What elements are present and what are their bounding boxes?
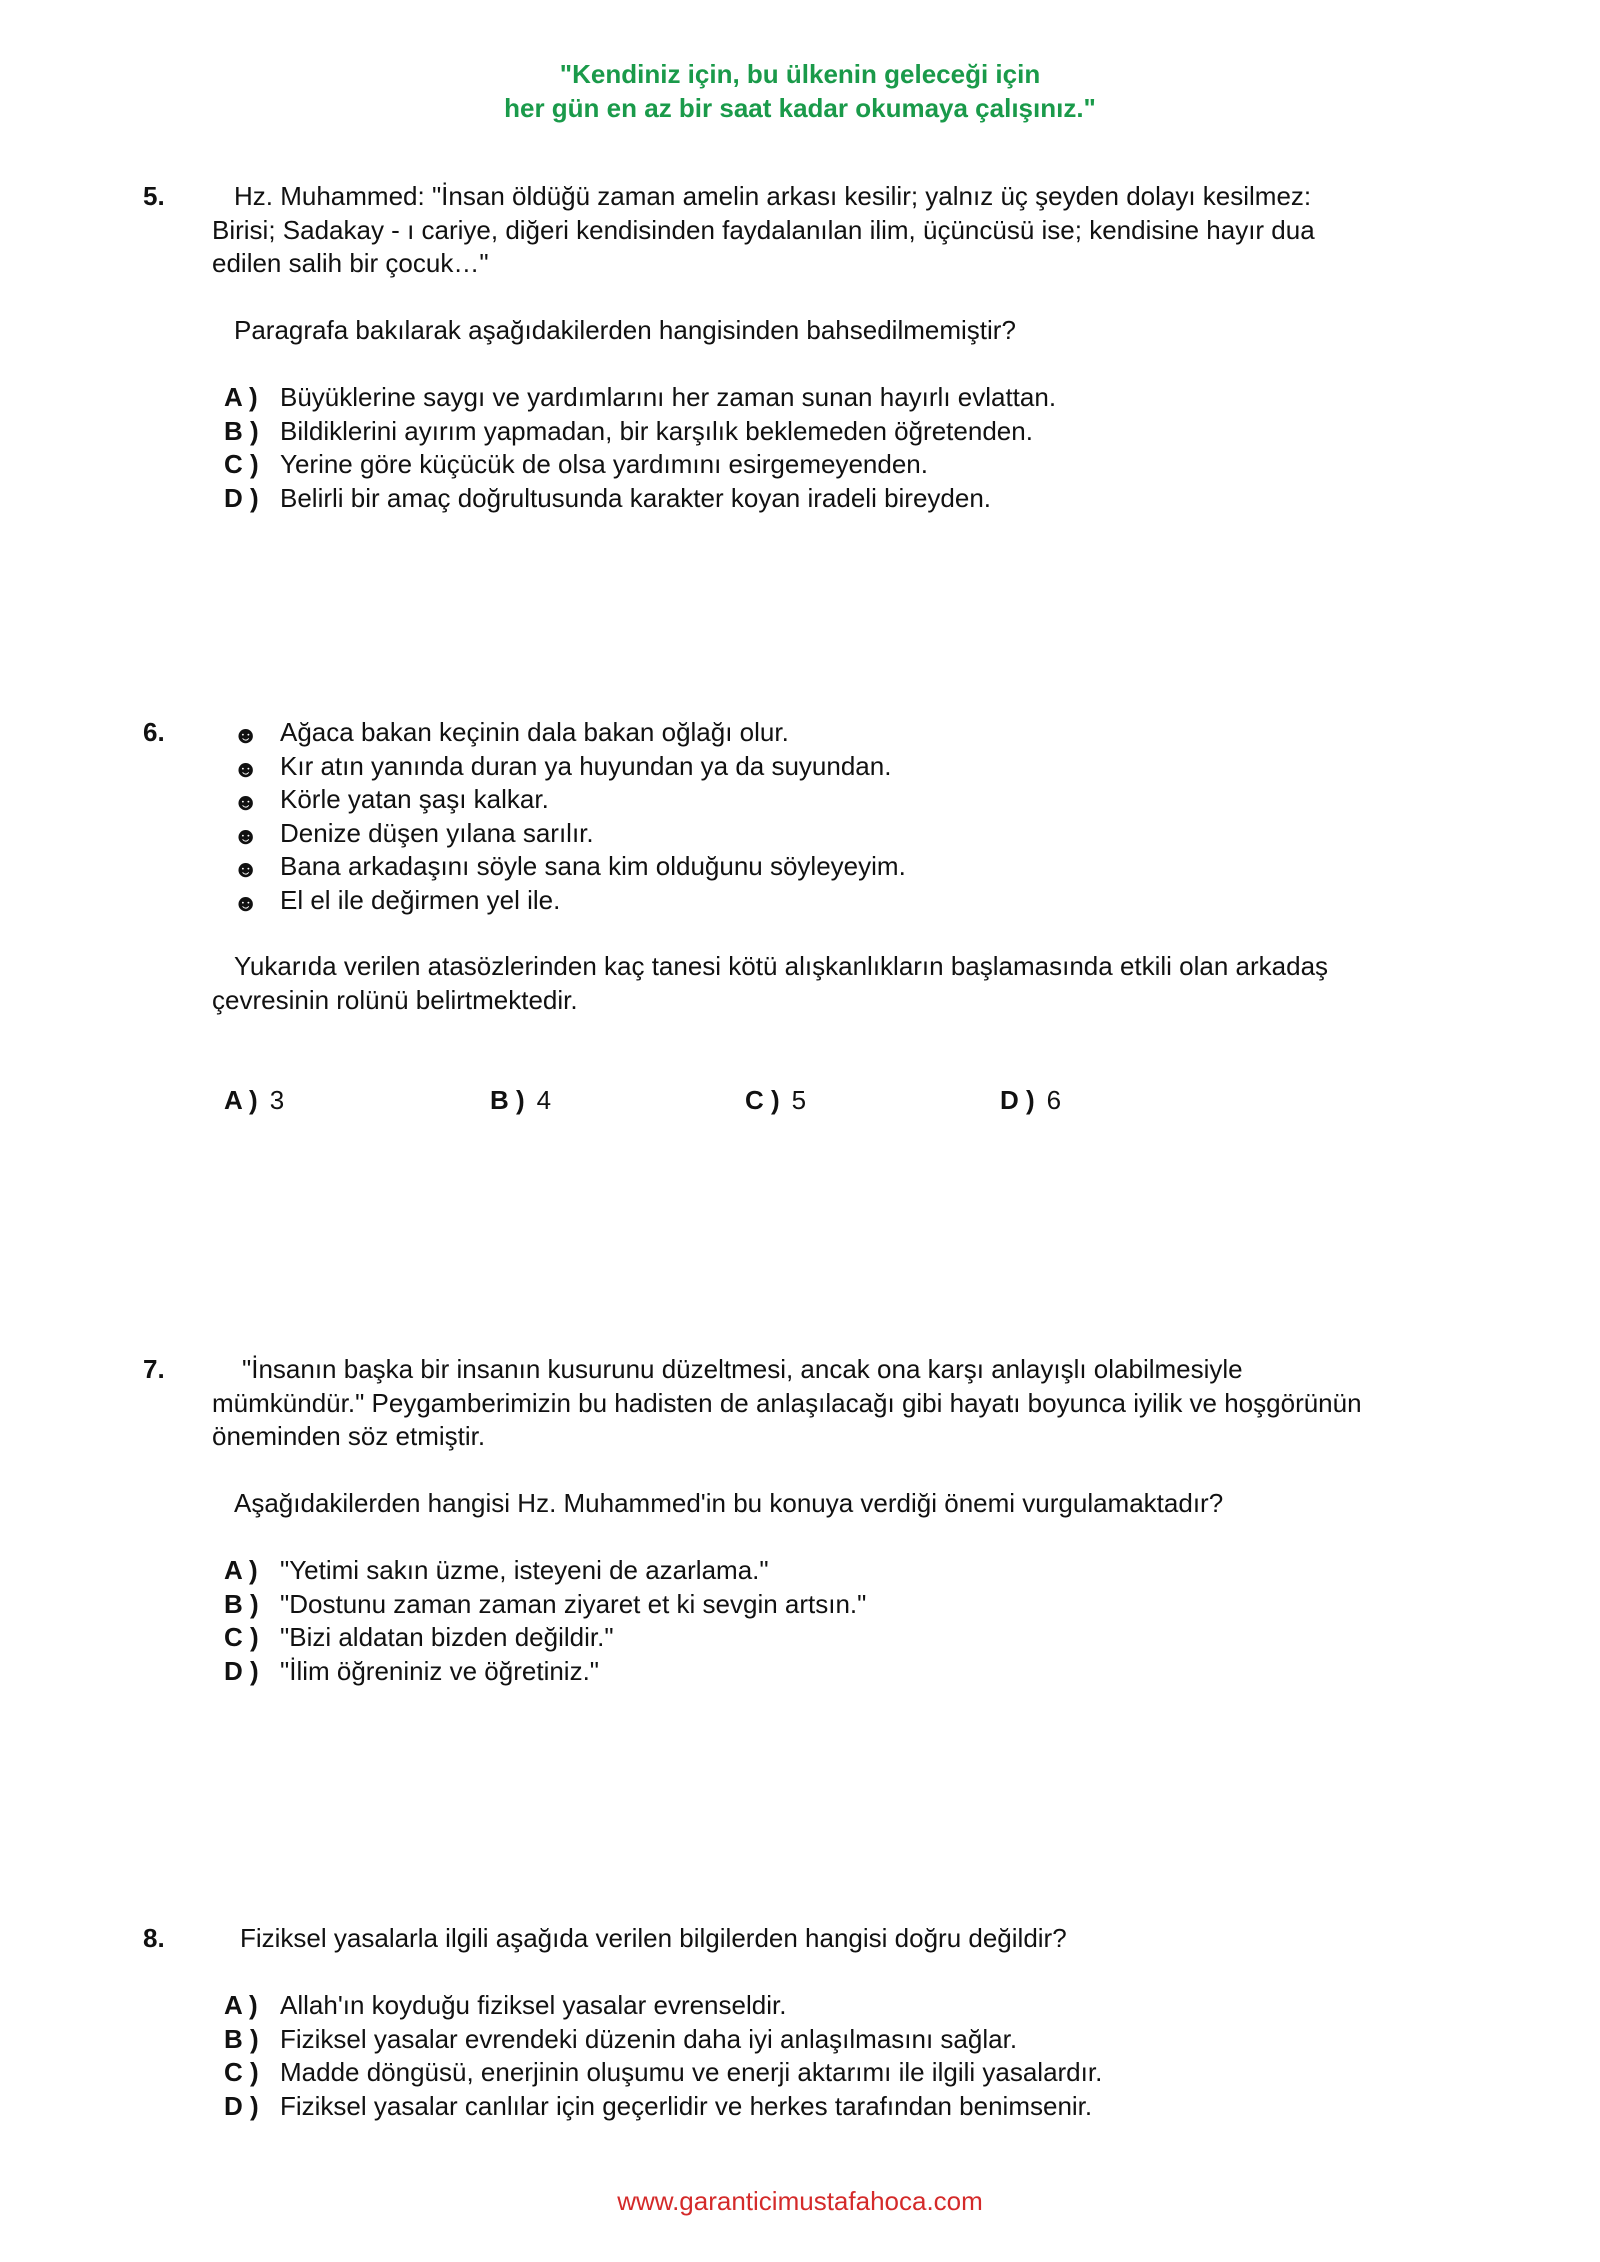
question-number: 5. xyxy=(143,181,165,211)
smiley-icon: ☻ xyxy=(233,755,259,783)
option-label: C ) xyxy=(224,1622,259,1652)
proverb-text: Bana arkadaşını söyle sana kim olduğunu söyleyeyim. xyxy=(280,851,906,881)
option-a[interactable] xyxy=(224,1084,284,1118)
option-text: "Yetimi sakın üzme, isteyeni de azarlama." xyxy=(280,1555,769,1585)
option-text: 4 xyxy=(536,1085,552,1115)
question-text-line: mümkündür." Peygamberimizin bu hadisten de anlaşılacağı gibi hayatı boyunca iyilik ve hoşgörünün xyxy=(212,1387,1362,1418)
smiley-icon: ☻ xyxy=(233,789,259,816)
option-b[interactable] xyxy=(490,1084,551,1118)
question-number: 6. xyxy=(143,717,165,747)
question-text-line: Hz. Muhammed: "İnsan öldüğü zaman amelin arkası kesilir; yalnız üç şeyden dolayı kesilmez: xyxy=(234,181,1312,211)
question-text: Fiziksel yasalarla ilgili aşağıda verilen bilgilerden hangisi doğru değildir? xyxy=(240,1923,1067,1953)
option-label: A ) xyxy=(224,1555,258,1585)
question-prompt-line: çevresinin rolünü belirtmektedir. xyxy=(212,984,578,1015)
option-label: B ) xyxy=(224,415,259,446)
option-d[interactable] xyxy=(1000,1084,1061,1118)
question-number: 8. xyxy=(143,1923,165,1953)
question-prompt-line: Yukarıda verilen atasözlerinden kaç tanesi kötü alışkanlıkların başlamasında etkili olan arkadaş xyxy=(234,951,1329,981)
question-text-line: "İnsanın başka bir insanın kusurunu düzeltmesi, ancak ona karşı anlayışlı olabilmesiyle xyxy=(242,1354,1243,1384)
option-text: 6 xyxy=(1046,1085,1062,1115)
footer-website-link[interactable]: www.garanticimustafahoca.com xyxy=(617,2186,983,2216)
proverb-text: Ağaca bakan keçinin dala bakan oğlağı olur. xyxy=(280,717,789,747)
option-label: B ) xyxy=(224,1588,259,1619)
proverb-text: Kır atın yanında duran ya huyundan ya da suyundan. xyxy=(280,750,892,781)
option-label: D ) xyxy=(224,1655,259,1686)
header-quote-line-2: her gün en az bir saat kadar okumaya çalışınız." xyxy=(504,93,1096,123)
option-text: Belirli bir amaç doğrultusunda karakter koyan iradeli bireyden. xyxy=(280,482,992,513)
proverb-text: Denize düşen yılana sarılır. xyxy=(280,817,594,848)
header-quote xyxy=(0,57,1600,125)
option-label: D ) xyxy=(224,482,259,513)
option-label: A ) xyxy=(224,1085,258,1115)
option-label: C ) xyxy=(745,1085,780,1115)
option-text: Fiziksel yasalar canlılar için geçerlidir ve herkes tarafından benimsenir. xyxy=(280,2090,1093,2121)
option-label: B ) xyxy=(224,2023,259,2054)
option-label: A ) xyxy=(224,382,258,412)
question-text-line: edilen salih bir çocuk…" xyxy=(212,248,489,278)
question-text-line: Birisi; Sadakay - ı cariye, diğeri kendisinden faydalanılan ilim, üçüncüsü ise; kendisine hayır dua xyxy=(212,214,1315,245)
option-label: D ) xyxy=(224,2090,259,2121)
option-c[interactable] xyxy=(745,1084,806,1118)
option-text: 5 xyxy=(791,1085,807,1115)
option-text: Madde döngüsü, enerjinin oluşumu ve enerji aktarımı ile ilgili yasalardır. xyxy=(280,2057,1103,2087)
option-text: Allah'ın koyduğu fiziksel yasalar evrenseldir. xyxy=(280,1990,787,2020)
option-text: Büyüklerine saygı ve yardımlarını her zaman sunan hayırlı evlattan. xyxy=(280,382,1057,412)
smiley-icon: ☻ xyxy=(233,889,259,917)
option-text: "Bizi aldatan bizden değildir." xyxy=(280,1622,614,1652)
option-label: A ) xyxy=(224,1990,258,2020)
option-label: C ) xyxy=(224,449,259,479)
header-quote-line-1: "Kendiniz için, bu ülkenin geleceği için xyxy=(559,59,1041,89)
option-label: D ) xyxy=(1000,1085,1035,1115)
option-text: Fiziksel yasalar evrendeki düzenin daha iyi anlaşılmasını sağlar. xyxy=(280,2023,1018,2054)
smiley-icon: ☻ xyxy=(233,856,259,883)
question-prompt xyxy=(212,950,1412,1017)
proverb-text: Körle yatan şaşı kalkar. xyxy=(280,784,549,814)
option-text: Bildiklerini ayırım yapmadan, bir karşılık beklemeden öğretenden. xyxy=(280,415,1033,446)
smiley-icon: ☻ xyxy=(233,822,259,850)
option-text: 3 xyxy=(269,1085,285,1115)
option-label: B ) xyxy=(490,1085,525,1115)
option-text: Yerine göre küçücük de olsa yardımını esirgemeyenden. xyxy=(280,449,928,479)
smiley-icon: ☻ xyxy=(233,722,259,749)
question-prompt: Aşağıdakilerden hangisi Hz. Muhammed'in bu konuya verdiği önemi vurgulamaktadır? xyxy=(234,1488,1224,1518)
proverb-text: El el ile değirmen yel ile. xyxy=(280,884,561,915)
option-text: "İlim öğreniniz ve öğretiniz." xyxy=(280,1655,600,1686)
question-number: 7. xyxy=(143,1354,165,1384)
question-text xyxy=(212,1353,1412,1454)
question-text xyxy=(212,180,1412,281)
question-prompt: Paragrafa bakılarak aşağıdakilerden hangisinden bahsedilmemiştir? xyxy=(234,315,1016,345)
option-label: C ) xyxy=(224,2057,259,2087)
question-text-line: öneminden söz etmiştir. xyxy=(212,1421,486,1451)
option-text: "Dostunu zaman zaman ziyaret et ki sevgin artsın." xyxy=(280,1588,867,1619)
